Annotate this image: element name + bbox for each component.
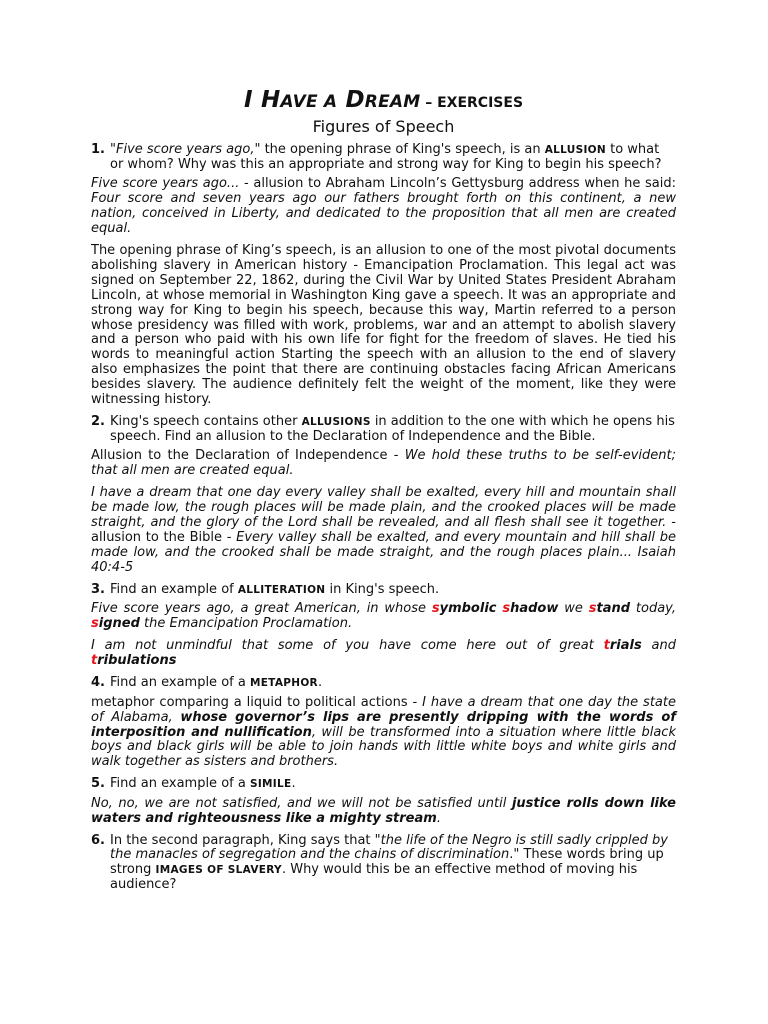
question-text: in addition to the one with which he opens his speech. Find an allusion to the Declaration of Independence and the Bible. (110, 414, 675, 444)
answer-quote: I have a dream that one day the state of Alabama, (91, 694, 676, 725)
answer-1-allusion (91, 177, 676, 237)
question-text: Find an example of a (110, 776, 250, 792)
alliteration-word: tand (596, 601, 631, 617)
title-letter-d: D (345, 87, 365, 113)
answer-quote: the Emancipation Proclamation. (139, 616, 353, 632)
title-main (244, 87, 420, 113)
question-4 (91, 676, 676, 691)
question-text: . (291, 776, 296, 792)
question-text: " (110, 142, 116, 157)
question-keyword: ALLUSION (544, 144, 606, 156)
answer-quote: No, no, we are not satisfied, and we will not be satisfied until (91, 795, 512, 811)
question-text: " the opening phrase of King's speech, is an (254, 142, 545, 157)
question-text: In the second paragraph, King says that " (110, 832, 381, 848)
question-text: to what or whom? Why was this an appropriate and strong way for King to begin his speech? (110, 142, 662, 172)
question-number: 5. (91, 776, 105, 792)
answer-quote: , will be transformed into a situation where little black boys and black girls will be able to join hands with little white boys and white girls and walk together as sisters and brothers. (91, 724, 676, 770)
answer-text: - allusion to Abraham Lincoln’s Gettysburg address when he said: (239, 176, 676, 192)
answer-2-bible (91, 486, 676, 575)
question-keyword: ALLUSIONS (301, 416, 371, 428)
answer-quote: Four score and seven years ago our fathers brought forth on this continent, a new nation, conceived in Liberty, and dedicated to the proposition that all men are created equal. (91, 191, 676, 237)
question-quote: Five score years ago, (115, 142, 255, 157)
question-text: in King's speech. (325, 581, 440, 597)
alliteration-letter: s (431, 601, 440, 617)
title-word-dream: REAM (364, 92, 421, 112)
answer-quote: . (436, 810, 441, 826)
question-keyword: IMAGES OF SLAVERY (155, 864, 282, 877)
answer-1-paragraph: The opening phrase of King’s speech, is an allusion to one of the most pivotal documents abolishing slavery in American history - Emancipation Proclamation. This legal act was signed on September 22, 1862, during the Civil War by United States President Abraham Lincoln, at whose memorial in Washington King gave a speech. It was an appropriate and strong way for King to begin his speech, because this way, Martin referred to a person whose presidency was filled with work, problems, war and an attempt to abolish slavery and a person who paid with his own life for fight for the freedom of slaves. He tied his words to meaningful action Starting the speech with an allusion to the end of slavery also emphasizes the point that there are continuing obstacles facing African Americans besides slavery. The audience definitely felt the weight of the moment, like they were witnessing history. (91, 243, 676, 408)
alliteration-letter: t (603, 638, 610, 654)
title-word-i: I (243, 87, 253, 113)
question-number: 3. (91, 581, 105, 597)
question-number: 2. (91, 414, 105, 429)
question-text: Find an example of (110, 581, 238, 597)
answer-4-metaphor (91, 696, 676, 771)
answer-quote: Five score years ago, a great American, in whose (91, 601, 432, 617)
answer-3-example-1 (91, 602, 676, 632)
question-keyword: SIMILE (249, 778, 292, 791)
question-6 (91, 834, 676, 893)
question-number: 6. (91, 832, 105, 848)
answer-quote: I have a dream that one day every valley shall be exalted, every hill and mountain shall be made low, the rough places will be made plain, and the crooked places will be made straight, and the glory of the Lord shall be revealed, and all flesh shall see it together. (91, 485, 676, 531)
alliteration-letter: s (502, 601, 511, 617)
answer-quote: today, (630, 601, 676, 617)
answer-text: - allusion to the Bible - (91, 515, 676, 545)
alliteration-word: hadow (510, 601, 559, 617)
title-word-have-a: AVE A (280, 92, 338, 112)
answer-highlight: whose governor’s lips are presently dripping with the words of interposition and nullification (91, 709, 676, 740)
question-text: . (317, 674, 323, 690)
alliteration-letter: t (91, 653, 98, 669)
question-text: ." These words bring up strong (110, 847, 664, 878)
answer-quote: we (558, 601, 589, 617)
question-keyword: METAPHOR (249, 676, 318, 689)
answer-2-declaration (91, 449, 676, 479)
question-text: King's speech contains other (110, 414, 302, 429)
answer-text: Allusion to the Declaration of Independence - (91, 448, 405, 464)
question-2 (91, 415, 676, 444)
answer-quote: I am not unmindful that some of you have come here out of great (91, 638, 604, 654)
alliteration-letter: s (588, 601, 597, 617)
answer-quote: Five score years ago... (91, 176, 240, 192)
alliteration-word: igned (98, 616, 140, 632)
question-number: 4. (91, 674, 105, 690)
title-letter-h: H (260, 87, 281, 113)
alliteration-letter: s (91, 616, 99, 632)
page-title (91, 88, 676, 115)
question-number: 1. (91, 142, 105, 157)
answer-highlight: justice rolls down like waters and righteousness like a mighty stream (91, 795, 677, 826)
answer-text: metaphor comparing a liquid to political actions - (91, 694, 423, 710)
alliteration-word: ymbolic (439, 601, 497, 617)
question-3 (91, 583, 676, 598)
answer-quote: We hold these truths to be self-evident; that all men are created equal. (91, 448, 676, 479)
question-keyword: ALLITERATION (237, 583, 326, 596)
answer-quote: Every valley shall be exalted, and every mountain and hill shall be made low, and the crooked shall be made straight, and the rough places plain... Isaiah 40:4-5 (91, 529, 676, 575)
question-5 (91, 777, 676, 792)
question-text: Find an example of a (110, 674, 250, 690)
question-text: . Why would this be an effective method of moving his audience? (110, 862, 638, 892)
question-quote: the life of the Negro is still sadly crippled by the manacles of segregation and the chains of discrimination (110, 832, 668, 863)
title-suffix: – EXERCISES (420, 95, 524, 111)
alliteration-word: ribulations (97, 653, 177, 669)
answer-3-example-2 (91, 639, 676, 669)
answer-quote: and (641, 638, 677, 654)
answer-5-simile (91, 797, 676, 827)
page-subtitle: Figures of Speech (312, 117, 455, 136)
alliteration-word: rials (609, 638, 642, 654)
question-1 (91, 143, 676, 172)
